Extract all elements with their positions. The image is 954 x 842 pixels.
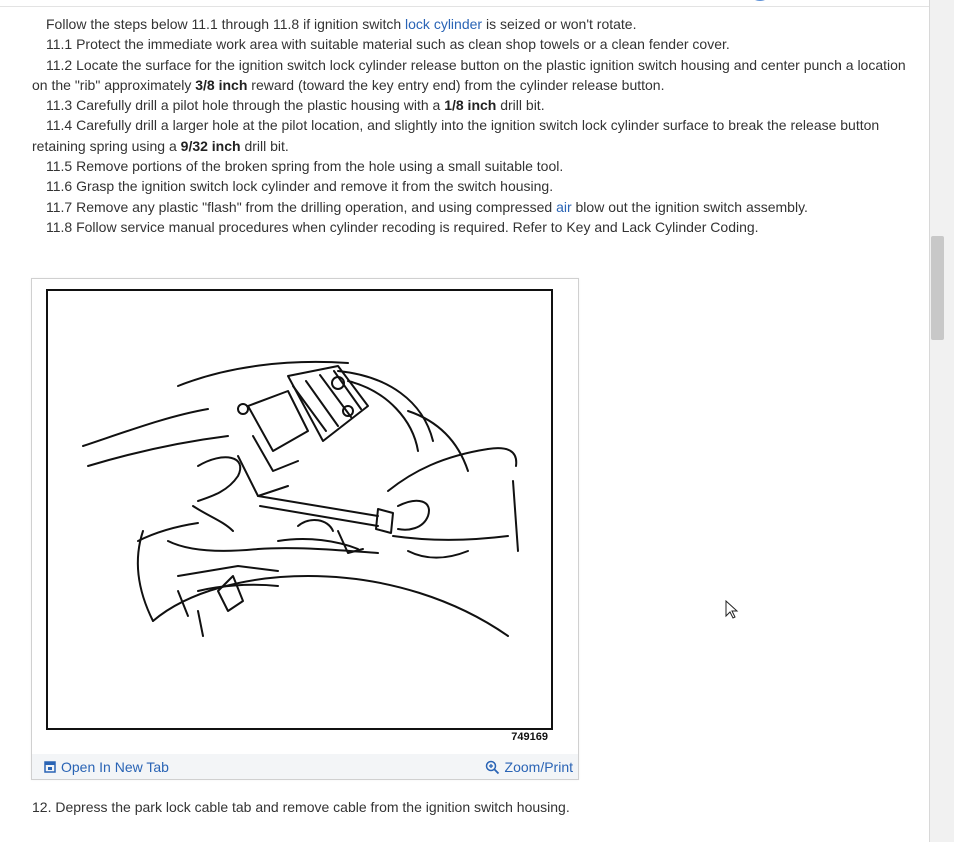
ignition-switch-illustration[interactable]	[46, 289, 553, 730]
step-11-8: 11.8 Follow service manual procedures when cylinder recoding is required. Refer to Key and Lack Cylinder Coding.	[46, 218, 759, 235]
zoom-in-icon	[485, 760, 500, 775]
air-link[interactable]: air	[556, 198, 572, 215]
step-11-2-text: 11.2 Locate the surface for the ignition switch lock cylinder release button on the plastic ignition switch housing and center punch a location on the "rib" approximately	[32, 56, 906, 93]
step-11-3-text: 11.3 Carefully drill a pilot hole through the plastic housing with a	[46, 97, 445, 114]
step-11-5: 11.5 Remove portions of the broken spring from the hole using a small suitable tool.	[46, 158, 564, 175]
toolbar-edit-icon[interactable]	[796, 0, 822, 4]
step-12: 12. Depress the park lock cable tab and remove cable from the ignition switch housing.	[32, 799, 570, 815]
step-11-4	[32, 115, 912, 156]
open-new-tab-label: Open In New Tab	[61, 759, 169, 775]
step-11-4-text-end: drill bit.	[240, 137, 289, 154]
scrollbar-track[interactable]	[929, 0, 954, 842]
lock-cylinder-link[interactable]: lock cylinder	[405, 16, 483, 32]
open-new-tab-button[interactable]	[44, 759, 169, 775]
step-11-7-text: 11.7 Remove any plastic "flash" from the drilling operation, and using compressed	[46, 198, 557, 215]
open-new-tab-icon	[44, 761, 56, 773]
figure-action-bar	[32, 754, 578, 779]
mouse-cursor-icon	[725, 600, 739, 620]
scrollbar-thumb[interactable]	[931, 236, 944, 340]
step-11-7	[32, 197, 912, 217]
step-11-2	[32, 55, 912, 96]
step-intro-text-end: is seized or won't rotate.	[482, 16, 637, 32]
step-11-3-measure: 1/8 inch	[444, 97, 497, 114]
step-intro	[32, 14, 912, 34]
zoom-print-label: Zoom/Print	[504, 759, 573, 775]
top-toolbar-edge	[0, 0, 929, 7]
step-11-3	[32, 95, 912, 115]
zoom-print-button[interactable]	[485, 759, 573, 775]
step-11-3-text-end: drill bit.	[496, 97, 545, 114]
step-11-4-measure: 9/32 inch	[180, 137, 241, 154]
toolbar-circle-icon[interactable]	[746, 0, 772, 4]
step-11-1: 11.1 Protect the immediate work area with suitable material such as clean shop towels or a clean fender cover.	[46, 36, 730, 53]
figure-number: 749169	[511, 731, 548, 743]
step-11-7-text-end: blow out the ignition switch assembly.	[571, 198, 808, 215]
figure-panel	[31, 278, 579, 780]
repair-steps	[32, 14, 912, 237]
step-11-4-text: 11.4 Carefully drill a larger hole at the pilot location, and slightly into the ignition switch lock cylinder surface to break the release button retaining spring using a	[32, 117, 880, 154]
step-intro-text: Follow the steps below 11.1 through 11.8 if ignition switch	[46, 16, 406, 32]
step-11-2-measure: 3/8 inch	[195, 76, 248, 93]
step-11-2-text-end: reward (toward the key entry end) from the cylinder release button.	[247, 76, 665, 93]
line-drawing	[48, 291, 551, 728]
step-11-6: 11.6 Grasp the ignition switch lock cylinder and remove it from the switch housing.	[46, 178, 554, 195]
